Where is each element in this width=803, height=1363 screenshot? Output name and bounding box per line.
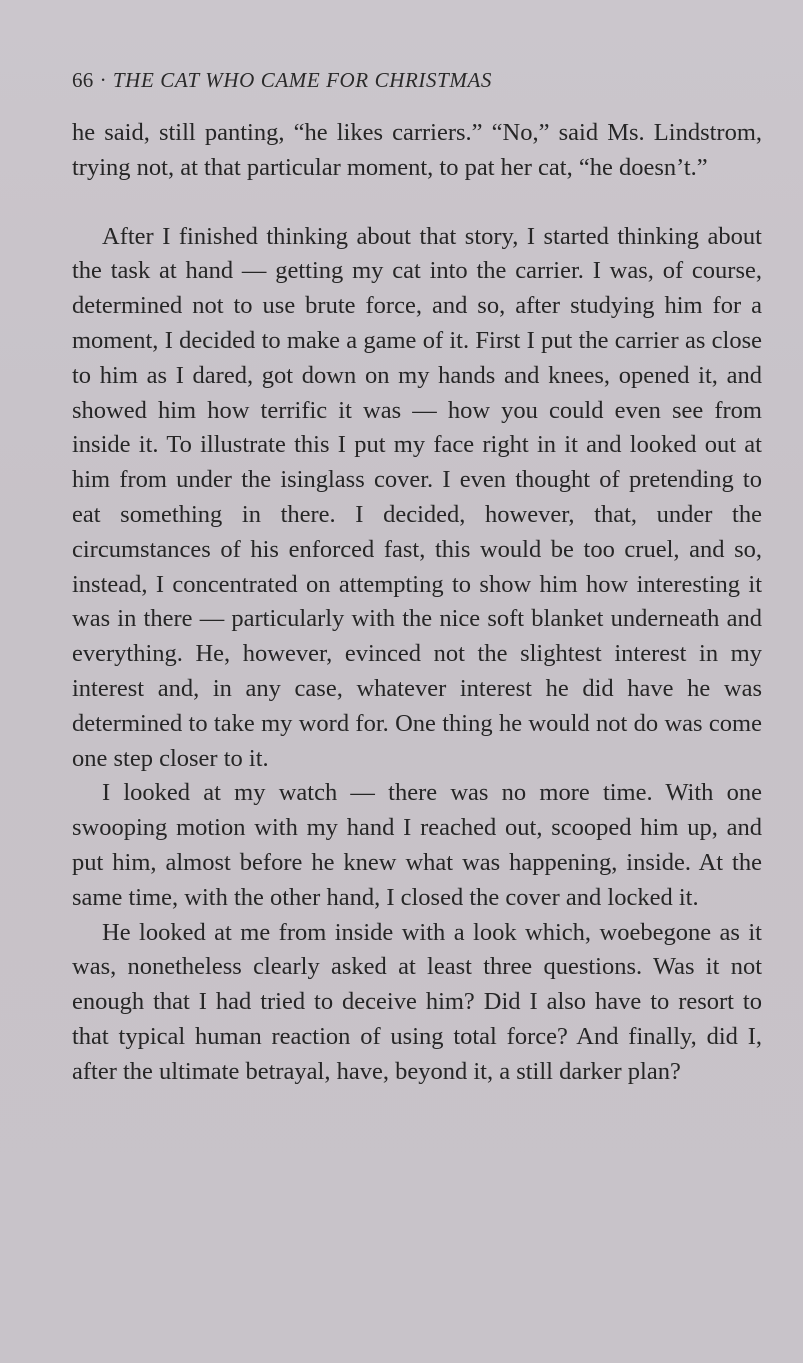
page-number: 66 (72, 68, 94, 92)
paragraph-3: I looked at my watch — there was no more time. With one swooping motion with my hand I reached out, scooped him up, and put him, almost before he knew what was happening, inside. At the same time, with the other hand, I closed the cover and locked it. (72, 779, 762, 911)
running-head (72, 68, 492, 93)
running-head-separator: · (99, 68, 107, 92)
body-text (72, 116, 762, 1090)
book-title: THE CAT WHO CAME FOR CHRISTMAS (112, 68, 492, 92)
paragraph-1: he said, still panting, “he likes carriers.” “No,” said Ms. Lindstrom, trying not, at that particular moment, to pat her cat, “he doesn’t.” (72, 119, 762, 181)
paragraph-2: After I finished thinking about that story, I started thinking about the task at hand — getting my cat into the carrier. I was, of course, determined not to use brute force, and so, after studying him for a moment, I decided to make a game of it. First I put the carrier as close to him as I dared, got down on my hands and knees, opened it, and showed him how terrific it was — how you could even see from inside it. To illustrate this I put my face right in it and looked out at him from under the isinglass cover. I even thought of pretending to eat something in there. I decided, however, that, under the circumstances of his enforced fast, this would be too cruel, and so, instead, I concentrated on attempting to show him how interesting it was in there — particularly with the nice soft blanket underneath and everything. He, however, evinced not the slightest interest in my interest and, in any case, whatever interest he did have he was determined to take my word for. One thing he would not do was come one step closer to it. (72, 222, 762, 772)
paragraph-4: He looked at me from inside with a look which, woebegone as it was, nonetheless clearly asked at least three questions. Was it not enough that I had tried to deceive him? Did I also have to resort to that typical human reaction of using total force? And finally, did I, after the ultimate betrayal, have, beyond it, a still darker plan? (72, 918, 762, 1085)
